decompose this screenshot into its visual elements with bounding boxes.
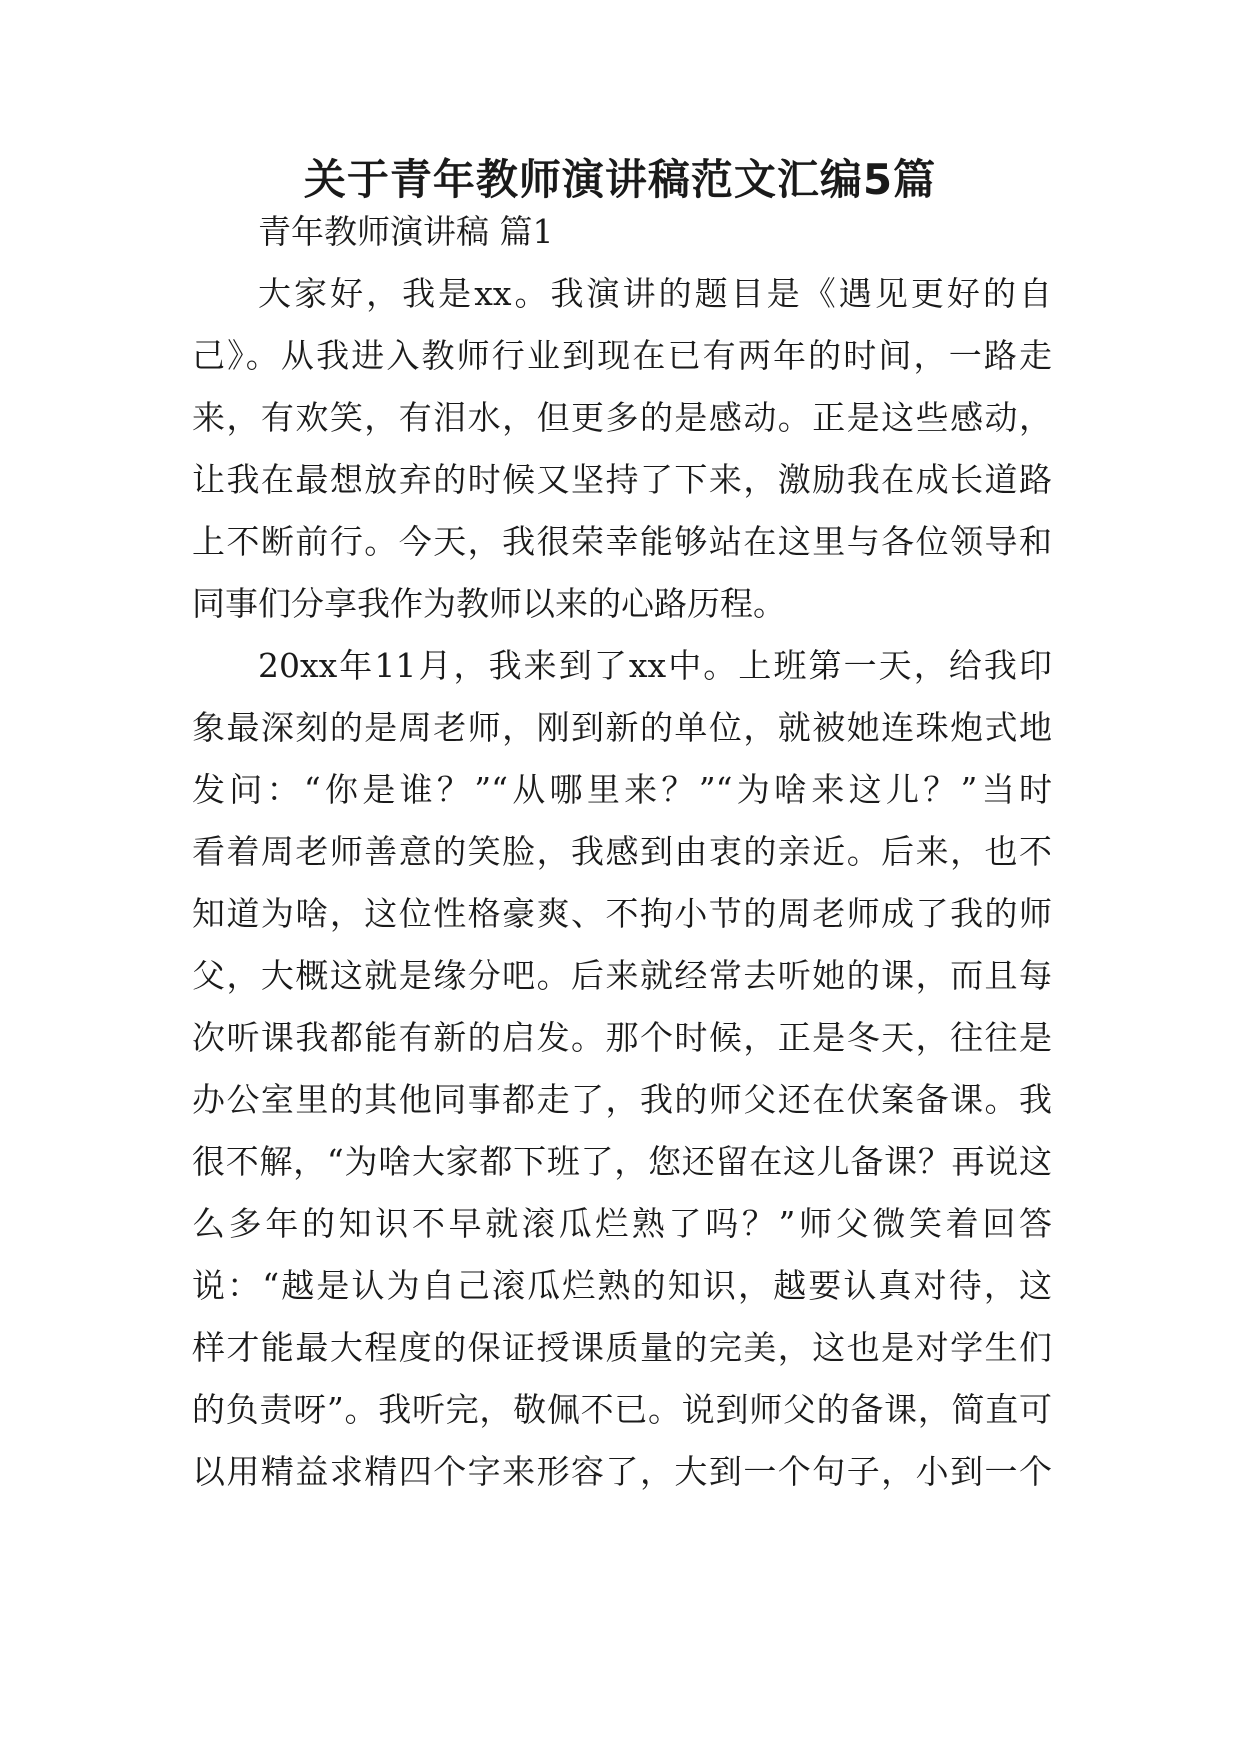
paragraph-2-line-14: 以用精益求精四个字来形容了，大到一个句子，小到一个 [192,1452,1052,1491]
paragraph-2-line-6: 父，大概这就是缘分吧。后来就经常去听她的课，而且每 [192,956,1052,995]
paragraph-1-line-1: 大家好，我是xx。我演讲的题目是《遇见更好的自 [258,274,1052,313]
paragraph-2-line-3: 发问：“你是谁？”“从哪里来？”“为啥来这儿？”当时 [192,770,1052,809]
paragraph-2-line-7: 次听课我都能有新的启发。那个时候，正是冬天，往往是 [192,1018,1052,1057]
paragraph-2-line-10: 么多年的知识不早就滚瓜烂熟了吗？”师父微笑着回答 [192,1204,1052,1243]
paragraph-2-line-11: 说：“越是认为自己滚瓜烂熟的知识，越要认真对待，这 [192,1266,1052,1305]
paragraph-1-line-4: 让我在最想放弃的时候又坚持了下来，激励我在成长道路 [192,460,1052,499]
paragraph-2-line-2: 象最深刻的是周老师，刚到新的单位，就被她连珠炮式地 [192,708,1052,747]
paragraph-2-line-9: 很不解，“为啥大家都下班了，您还留在这儿备课？再说这 [192,1142,1052,1181]
paragraph-1-line-5: 上不断前行。今天，我很荣幸能够站在这里与各位领导和 [192,522,1052,561]
paragraph-1-line-6: 同事们分享我作为教师以来的心路历程。 [192,584,786,623]
paragraph-1-line-3: 来，有欢笑，有泪水，但更多的是感动。正是这些感动， [192,398,1052,437]
paragraph-2-line-13: 的负责呀”。我听完，敬佩不已。说到师父的备课，简直可 [192,1390,1052,1429]
paragraph-2-line-1: 20xx年11月，我来到了xx中。上班第一天，给我印 [258,646,1052,685]
document-title: 关于青年教师演讲稿范文汇编5篇 [303,155,937,204]
paragraph-1-line-2: 己》。从我进入教师行业到现在已有两年的时间，一路走 [192,336,1052,375]
paragraph-2-line-4: 看着周老师善意的笑脸，我感到由衷的亲近。后来，也不 [192,832,1052,871]
paragraph-2-line-8: 办公室里的其他同事都走了，我的师父还在伏案备课。我 [192,1080,1052,1119]
paragraph-2-line-5: 知道为啥，这位性格豪爽、不拘小节的周老师成了我的师 [192,894,1052,933]
section-heading: 青年教师演讲稿 篇1 [258,212,554,251]
paragraph-2-line-12: 样才能最大程度的保证授课质量的完美，这也是对学生们 [192,1328,1052,1367]
